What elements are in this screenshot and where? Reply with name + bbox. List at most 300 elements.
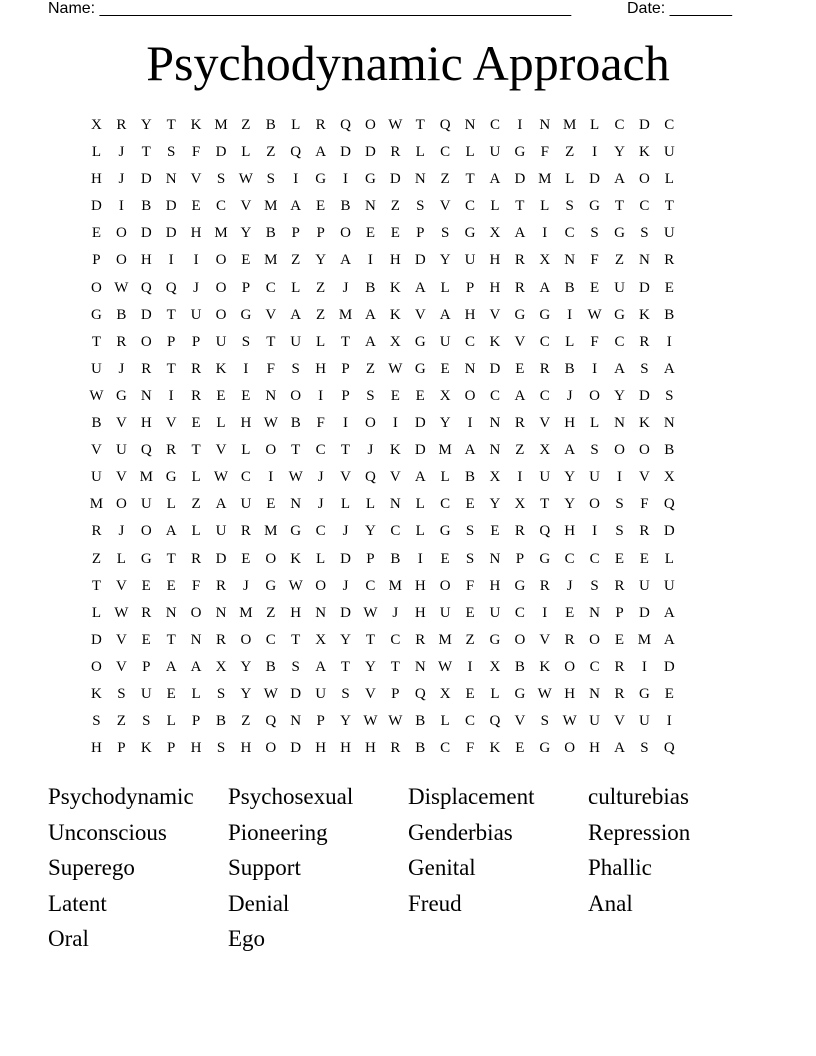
grid-letter: R <box>215 577 226 594</box>
grid-letter: E <box>365 225 375 242</box>
grid-letter: O <box>240 631 252 648</box>
grid-letter: H <box>414 604 426 621</box>
grid-letter: W <box>388 117 403 133</box>
grid-letter: F <box>266 360 275 377</box>
grid-letter: N <box>414 171 426 188</box>
grid-letter: C <box>315 442 326 459</box>
grid-letter: G <box>115 387 127 404</box>
grid-letter: W <box>388 360 403 377</box>
grid-letter: B <box>340 198 351 215</box>
grid-letter: R <box>116 333 127 350</box>
word-bank <box>48 782 768 960</box>
grid-letter: J <box>566 387 573 404</box>
grid-letter: U <box>439 333 451 350</box>
grid-letter: R <box>91 523 102 540</box>
grid-letter: L <box>589 117 600 133</box>
grid-letter: V <box>614 713 625 730</box>
grid-letter: U <box>614 279 625 296</box>
grid-letter: J <box>118 144 125 161</box>
grid-letter: H <box>140 415 152 432</box>
grid-letter: A <box>614 740 625 757</box>
grid-letter: T <box>191 442 201 459</box>
grid-letter: W <box>89 387 104 404</box>
grid-letter: A <box>365 333 376 350</box>
grid-letter: D <box>140 225 152 242</box>
grid-letter: R <box>191 387 202 404</box>
grid-letter: F <box>191 144 201 161</box>
grid-letter: O <box>589 631 600 648</box>
grid-row <box>84 411 732 438</box>
grid-row <box>84 276 732 303</box>
grid-letter: Z <box>614 252 625 269</box>
grid-letter: R <box>215 631 226 648</box>
grid-letter: H <box>489 252 501 269</box>
grid-letter: P <box>615 604 624 621</box>
grid-letter: Q <box>340 117 351 133</box>
grid-letter: N <box>165 604 177 621</box>
grid-letter: V <box>115 415 127 432</box>
word-bank-item: Ego <box>228 926 266 951</box>
grid-letter: R <box>116 117 127 133</box>
grid-letter: P <box>341 387 350 404</box>
grid-letter: V <box>389 469 401 486</box>
grid-letter: T <box>141 144 151 161</box>
word-bank-item: Psychodynamic <box>48 784 194 809</box>
grid-letter: S <box>440 225 450 242</box>
grid-letter: C <box>315 523 326 540</box>
grid-letter: A <box>539 279 551 296</box>
grid-letter: B <box>514 658 525 675</box>
grid-letter: V <box>265 306 277 323</box>
grid-letter: A <box>315 144 327 161</box>
grid-letter: T <box>166 117 176 133</box>
grid-letter: E <box>141 577 151 594</box>
grid-letter: D <box>638 604 650 621</box>
grid-letter: U <box>539 469 551 486</box>
grid-letter: I <box>343 415 349 432</box>
grid-letter: P <box>167 740 176 757</box>
grid-letter: H <box>140 252 152 269</box>
grid-letter: Q <box>165 279 177 296</box>
grid-letter: O <box>340 225 351 242</box>
grid-letter: H <box>240 740 252 757</box>
grid-letter: A <box>290 306 302 323</box>
grid-letter: Y <box>439 415 451 432</box>
grid-letter: E <box>166 685 176 702</box>
grid-letter: R <box>415 631 426 648</box>
grid-letter: E <box>191 415 201 432</box>
grid-letter: X <box>489 225 501 242</box>
grid-letter: I <box>467 658 473 675</box>
grid-letter: C <box>664 117 675 133</box>
grid-letter: A <box>489 171 501 188</box>
grid-letter: K <box>290 550 302 567</box>
grid-letter: P <box>117 740 126 757</box>
word-bank-item: Latent <box>48 890 107 916</box>
grid-letter: O <box>315 577 327 594</box>
grid-letter: Q <box>439 117 451 133</box>
grid-letter: O <box>365 117 376 133</box>
grid-letter: K <box>638 415 650 432</box>
grid-letter: R <box>639 333 650 350</box>
grid-letter: C <box>465 333 476 350</box>
grid-letter: C <box>440 740 451 757</box>
grid-letter: M <box>264 523 278 540</box>
grid-letter: G <box>290 523 302 540</box>
grid-letter: S <box>216 740 226 757</box>
grid-row <box>84 682 732 709</box>
grid-letter: Q <box>414 685 426 702</box>
grid-letter: E <box>490 523 500 540</box>
grid-letter: A <box>290 198 302 215</box>
grid-letter: Y <box>564 496 576 513</box>
grid-letter: V <box>190 171 202 188</box>
grid-letter: I <box>367 252 373 269</box>
grid-letter: E <box>465 496 475 513</box>
grid-letter: L <box>465 144 475 161</box>
grid-letter: Y <box>240 225 252 242</box>
grid-letter: M <box>438 442 452 459</box>
grid-letter: X <box>91 117 102 133</box>
grid-letter: O <box>589 387 600 404</box>
grid-letter: T <box>166 306 176 323</box>
grid-letter: H <box>240 415 252 432</box>
grid-letter: T <box>390 658 400 675</box>
grid-letter: M <box>563 117 577 133</box>
grid-letter: C <box>589 658 600 675</box>
grid-letter: D <box>489 360 501 377</box>
grid-letter: L <box>440 713 450 730</box>
grid-letter: X <box>514 496 526 513</box>
grid-letter: V <box>539 415 551 432</box>
grid-letter: U <box>589 713 600 730</box>
grid-letter: W <box>388 713 403 730</box>
grid-letter: F <box>465 577 475 594</box>
grid-letter: C <box>365 577 376 594</box>
grid-letter: N <box>265 387 277 404</box>
grid-letter: P <box>416 225 425 242</box>
grid-letter: J <box>118 360 125 377</box>
grid-letter: T <box>166 631 176 648</box>
grid-letter: J <box>342 577 349 594</box>
grid-letter: R <box>539 360 550 377</box>
grid-letter: W <box>263 685 278 702</box>
grid-letter: Z <box>316 306 326 323</box>
grid-letter: F <box>540 144 549 161</box>
grid-letter: X <box>489 658 501 675</box>
grid-letter: N <box>564 252 576 269</box>
grid-letter: V <box>539 631 551 648</box>
grid-letter: I <box>343 171 349 188</box>
grid-letter: Q <box>663 496 675 513</box>
grid-letter: P <box>465 279 475 296</box>
grid-row <box>84 194 732 221</box>
grid-letter: L <box>664 550 674 567</box>
grid-letter: N <box>165 171 177 188</box>
grid-letter: Y <box>240 658 252 675</box>
grid-row <box>84 574 732 601</box>
grid-letter: A <box>340 252 351 269</box>
grid-letter: O <box>115 225 127 242</box>
grid-letter: O <box>464 387 476 404</box>
grid-row <box>84 357 732 384</box>
grid-letter: W <box>213 469 229 486</box>
word-search-grid <box>84 113 732 763</box>
grid-letter: L <box>664 171 674 188</box>
grid-letter: H <box>290 604 302 621</box>
grid-letter: I <box>517 117 523 133</box>
grid-row <box>84 248 732 275</box>
grid-letter: B <box>265 658 276 675</box>
grid-letter: V <box>365 685 376 702</box>
grid-letter: K <box>91 685 102 702</box>
grid-letter: S <box>167 144 176 161</box>
grid-letter: S <box>341 685 350 702</box>
grid-letter: J <box>367 442 374 459</box>
grid-letter: S <box>615 523 624 540</box>
grid-letter: O <box>91 279 102 296</box>
grid-letter: N <box>215 604 227 621</box>
grid-letter: Q <box>539 523 551 540</box>
grid-letter: V <box>215 442 227 459</box>
word-bank-item: Superego <box>48 855 135 880</box>
grid-letter: G <box>539 740 551 757</box>
grid-letter: D <box>638 279 650 296</box>
grid-letter: L <box>291 117 301 133</box>
grid-letter: P <box>191 713 201 730</box>
grid-letter: S <box>366 387 375 404</box>
grid-letter: O <box>215 252 227 269</box>
grid-letter: T <box>166 360 176 377</box>
grid-letter: C <box>265 631 276 648</box>
grid-letter: R <box>166 442 177 459</box>
grid-letter: S <box>665 387 674 404</box>
grid-letter: S <box>416 198 425 215</box>
grid-letter: X <box>315 631 327 648</box>
grid-letter: A <box>514 225 526 242</box>
grid-letter: G <box>539 306 551 323</box>
grid-letter: O <box>190 604 202 621</box>
grid-letter: G <box>614 306 625 323</box>
grid-letter: B <box>415 740 426 757</box>
grid-letter: P <box>366 550 375 567</box>
grid-letter: U <box>140 496 152 513</box>
grid-letter: A <box>663 360 675 377</box>
grid-letter: R <box>141 604 152 621</box>
grid-letter: M <box>438 631 452 648</box>
grid-letter: T <box>664 198 674 215</box>
grid-letter: Z <box>266 144 276 161</box>
grid-letter: U <box>589 469 600 486</box>
grid-letter: M <box>239 604 253 621</box>
grid-letter: J <box>342 279 349 296</box>
grid-letter: C <box>390 631 401 648</box>
grid-letter: Y <box>614 387 625 404</box>
grid-letter: V <box>165 415 177 432</box>
grid-letter: D <box>215 550 227 567</box>
grid-letter: Z <box>241 713 251 730</box>
grid-letter: O <box>290 387 302 404</box>
grid-letter: I <box>517 469 523 486</box>
grid-letter: V <box>414 306 426 323</box>
grid-row <box>84 492 732 519</box>
grid-letter: O <box>115 252 127 269</box>
grid-letter: I <box>567 306 573 323</box>
word-bank-item: Repression <box>588 819 691 845</box>
grid-letter: W <box>363 713 378 730</box>
grid-letter: U <box>115 442 127 459</box>
grid-letter: E <box>440 550 450 567</box>
grid-letter: K <box>539 658 551 675</box>
grid-letter: L <box>316 550 326 567</box>
grid-letter: R <box>639 523 650 540</box>
grid-row <box>84 709 732 736</box>
grid-letter: R <box>240 523 251 540</box>
grid-letter: T <box>515 198 525 215</box>
grid-letter: P <box>241 279 251 296</box>
grid-letter: E <box>515 740 525 757</box>
grid-letter: N <box>290 713 302 730</box>
grid-letter: G <box>240 306 252 323</box>
grid-letter: U <box>638 713 650 730</box>
grid-letter: R <box>539 577 550 594</box>
grid-letter: K <box>638 306 650 323</box>
grid-letter: E <box>664 685 674 702</box>
grid-letter: V <box>115 469 127 486</box>
grid-letter: A <box>315 658 327 675</box>
grid-letter: V <box>514 713 526 730</box>
grid-letter: Q <box>290 144 302 161</box>
grid-letter: O <box>638 442 650 459</box>
grid-letter: Z <box>390 198 400 215</box>
grid-letter: W <box>288 469 303 486</box>
grid-letter: W <box>537 685 552 702</box>
grid-letter: O <box>589 496 600 513</box>
grid-letter: S <box>590 577 599 594</box>
grid-letter: L <box>241 144 251 161</box>
grid-letter: E <box>639 550 649 567</box>
grid-letter: Q <box>663 740 675 757</box>
grid-letter: Y <box>340 713 351 730</box>
grid-letter: O <box>140 523 152 540</box>
grid-letter: J <box>392 604 399 621</box>
grid-letter: L <box>565 171 575 188</box>
grid-letter: G <box>140 550 152 567</box>
grid-letter: I <box>542 604 548 621</box>
grid-letter: E <box>440 360 450 377</box>
grid-letter: U <box>91 360 102 377</box>
grid-letter: T <box>465 171 475 188</box>
grid-letter: A <box>165 658 177 675</box>
grid-letter: B <box>141 198 152 215</box>
grid-letter: C <box>390 523 401 540</box>
grid-letter: U <box>663 577 675 594</box>
grid-letter: K <box>190 117 202 133</box>
grid-letter: J <box>193 279 199 296</box>
grid-row <box>84 140 732 167</box>
grid-letter: N <box>140 387 152 404</box>
grid-letter: U <box>464 252 476 269</box>
grid-letter: L <box>415 523 425 540</box>
grid-letter: C <box>489 387 500 404</box>
grid-letter: L <box>589 415 600 432</box>
grid-letter: D <box>290 740 302 757</box>
grid-letter: I <box>666 333 672 350</box>
grid-letter: D <box>165 198 177 215</box>
grid-letter: L <box>166 496 176 513</box>
grid-letter: K <box>489 333 501 350</box>
grid-row <box>84 167 732 194</box>
grid-letter: H <box>315 740 327 757</box>
grid-letter: T <box>415 117 425 133</box>
grid-letter: A <box>190 658 202 675</box>
grid-letter: T <box>540 496 550 513</box>
grid-letter: E <box>664 279 674 296</box>
grid-letter: M <box>214 225 228 242</box>
grid-letter: N <box>539 117 551 133</box>
grid-letter: M <box>637 631 652 648</box>
grid-letter: A <box>464 442 476 459</box>
grid-letter: V <box>115 658 127 675</box>
grid-letter: C <box>589 550 600 567</box>
grid-letter: N <box>190 631 202 648</box>
grid-letter: U <box>215 523 227 540</box>
grid-letter: I <box>392 415 398 432</box>
grid-letter: G <box>464 225 476 242</box>
grid-letter: E <box>241 252 251 269</box>
grid-letter: D <box>91 631 102 648</box>
grid-letter: W <box>114 279 129 296</box>
grid-letter: L <box>316 333 326 350</box>
grid-letter: E <box>565 604 575 621</box>
word-bank-item: Pioneering <box>228 819 328 845</box>
grid-letter: K <box>638 144 650 161</box>
grid-letter: P <box>142 658 151 675</box>
grid-letter: L <box>191 523 201 540</box>
grid-letter: T <box>166 550 176 567</box>
grid-letter: C <box>514 604 525 621</box>
grid-letter: L <box>191 685 201 702</box>
grid-letter: Y <box>315 252 327 269</box>
grid-letter: S <box>465 550 475 567</box>
grid-letter: L <box>440 469 450 486</box>
grid-letter: L <box>540 198 550 215</box>
grid-letter: K <box>389 442 401 459</box>
grid-letter: G <box>439 523 451 540</box>
grid-letter: L <box>91 144 102 161</box>
grid-letter: L <box>565 333 575 350</box>
grid-letter: X <box>663 469 675 486</box>
grid-letter: E <box>241 550 251 567</box>
grid-letter: H <box>190 740 202 757</box>
grid-row <box>84 384 732 411</box>
grid-letter: B <box>215 713 226 730</box>
grid-letter: E <box>465 604 475 621</box>
word-bank-item: Freud <box>408 890 462 916</box>
grid-letter: A <box>215 496 227 513</box>
grid-letter: H <box>564 523 576 540</box>
grid-letter: F <box>465 740 475 757</box>
grid-letter: E <box>241 387 251 404</box>
grid-letter: D <box>140 306 152 323</box>
grid-letter: D <box>340 144 351 161</box>
grid-letter: R <box>564 631 575 648</box>
grid-letter: V <box>115 631 127 648</box>
page-title: Psychodynamic Approach <box>146 35 670 91</box>
grid-letter: D <box>414 415 426 432</box>
grid-letter: D <box>589 171 600 188</box>
grid-row <box>84 465 732 492</box>
